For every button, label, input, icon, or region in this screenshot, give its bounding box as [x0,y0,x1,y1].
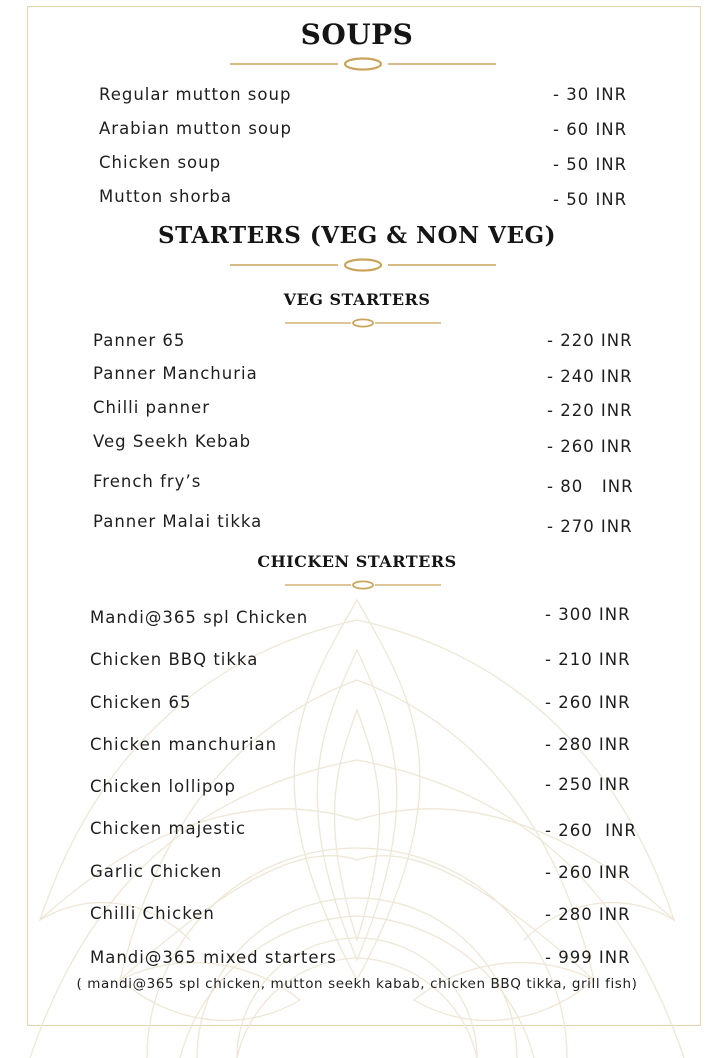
menu-item-price: - 999 INR [545,948,631,967]
menu-item-name: French fry’s [93,472,202,491]
menu-item-name: Veg Seekh Kebab [93,432,252,451]
menu-item-price: - 50 INR [553,155,628,174]
ornament-divider-icon [285,317,441,329]
menu-item-price: - 300 INR [545,605,631,624]
soups-heading: SOUPS [300,18,414,51]
menu-item-price: - 220 INR [547,401,633,420]
menu-item-name: Arabian mutton soup [99,119,292,138]
menu-item-price: - 260 INR [545,821,637,840]
menu-item-name: Chicken majestic [90,819,247,838]
menu-item-price: - 210 INR [545,650,631,669]
menu-item-name: Panner 65 [93,331,186,350]
ornament-divider-icon [230,56,496,72]
menu-item-price: - 260 INR [545,693,631,712]
menu-item-name: Chicken BBQ tikka [90,650,259,669]
menu-item-name: Mandi@365 spl Chicken [90,608,309,627]
ornament-divider-icon [230,257,496,273]
menu-item-name: Regular mutton soup [99,85,292,104]
menu-item-name: Chicken manchurian [90,735,278,754]
chicken-starters-heading: CHICKEN STARTERS [257,552,457,571]
mixed-starters-note: ( mandi@365 spl chicken, mutton seekh kabab, chicken BBQ tikka, grill fish) [76,976,638,992]
menu-item-name: Garlic Chicken [90,862,223,881]
menu-item-name: Panner Malai tikka [93,512,263,531]
menu-item-name: Panner Manchuria [93,364,258,383]
menu-item-price: - 220 INR [547,331,633,350]
ornament-divider-icon [285,579,441,591]
menu-item-price: - 260 INR [545,863,631,882]
menu-item-name: Chicken 65 [90,693,192,712]
menu-item-price: - 30 INR [553,85,628,104]
menu-item-price: - 50 INR [553,190,628,209]
menu-item-name: Chicken lollipop [90,777,236,796]
menu-item-name: Mutton shorba [99,187,232,206]
menu-item-name: Mandi@365 mixed starters [90,948,337,967]
menu-item-price: - 60 INR [553,120,628,139]
menu-item-name: Chilli Chicken [90,904,215,923]
menu-item-price: - 250 INR [545,775,631,794]
menu-item-price: - 280 INR [545,735,631,754]
menu-item-price: - 280 INR [545,905,631,924]
starters-heading: STARTERS (VEG & NON VEG) [157,222,557,249]
menu-item-price: - 240 INR [547,367,633,386]
menu-item-price: - 80 INR [547,477,634,496]
menu-item-price: - 260 INR [547,437,633,456]
menu-item-name: Chicken soup [99,153,222,172]
menu-item-name: Chilli panner [93,398,210,417]
menu-item-price: - 270 INR [547,517,633,536]
veg-starters-heading: VEG STARTERS [283,290,431,309]
